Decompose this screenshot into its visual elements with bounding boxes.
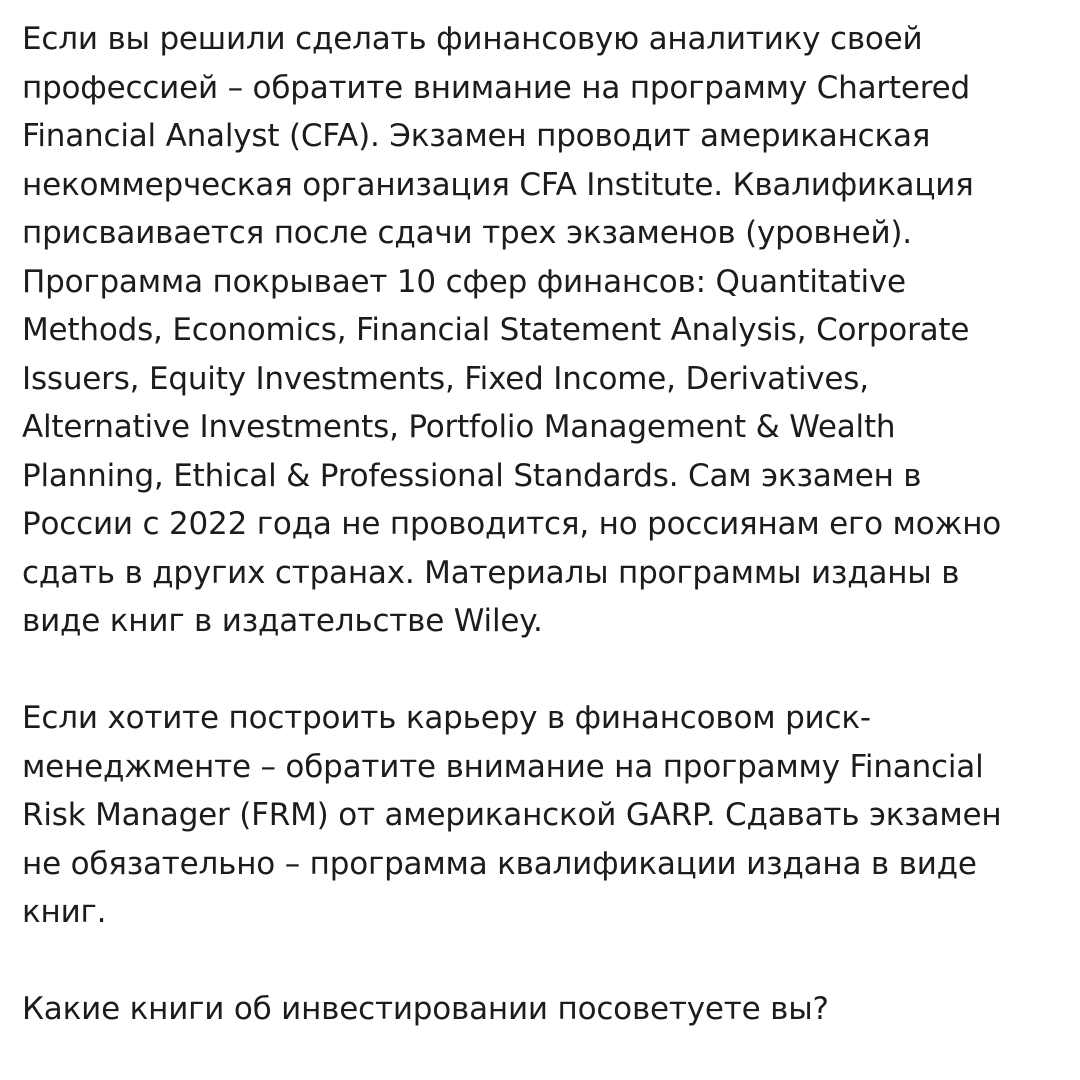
paragraph-question xyxy=(22,985,1062,1034)
text-line: некоммерческая организация CFA Institute. Квалификация xyxy=(22,166,974,203)
text-line: книг. xyxy=(22,894,107,930)
text-line: Какие книги об инвестировании посоветуете вы? xyxy=(22,991,829,1027)
text-line: Financial Analyst (CFA). Экзамен проводит американская xyxy=(22,118,931,154)
text-line: Planning, Ethical & Professional Standards. Сам экзамен в xyxy=(22,457,922,494)
text-line: профессией – обратите внимание на программу Chartered xyxy=(22,69,970,106)
text-line: Программа покрывает 10 сфер финансов: Quantitative xyxy=(22,263,906,300)
text-line: Если вы решили сделать финансовую аналитику своей xyxy=(22,21,923,57)
paragraph-cfa xyxy=(22,15,1062,646)
text-line: менеджменте – обратите внимание на программу Financial xyxy=(22,748,984,785)
text-line: присваивается после сдачи трех экзаменов (уровней). xyxy=(22,215,912,251)
post-text xyxy=(22,15,1062,1034)
text-line: виде книг в издательстве Wiley. xyxy=(22,603,543,639)
text-line: Если хотите построить карьеру в финансовом риск- xyxy=(22,700,871,736)
text-line: России с 2022 года не проводится, но россиянам его можно xyxy=(22,506,1002,542)
paragraph-spacer xyxy=(22,937,1062,986)
text-line: Alternative Investments, Portfolio Management & Wealth xyxy=(22,409,896,445)
paragraph-spacer xyxy=(22,646,1062,695)
text-line: не обязательно – программа квалификации издана в виде xyxy=(22,845,977,882)
text-line: Methods, Economics, Financial Statement Analysis, Corporate xyxy=(22,312,970,348)
text-line: сдать в других странах. Материалы программы изданы в xyxy=(22,554,960,591)
text-line: Issuers, Equity Investments, Fixed Income, Derivatives, xyxy=(22,360,869,397)
paragraph-frm xyxy=(22,694,1062,937)
text-line: Risk Manager (FRM) от американской GARP. Сдавать экзамен xyxy=(22,797,1002,833)
